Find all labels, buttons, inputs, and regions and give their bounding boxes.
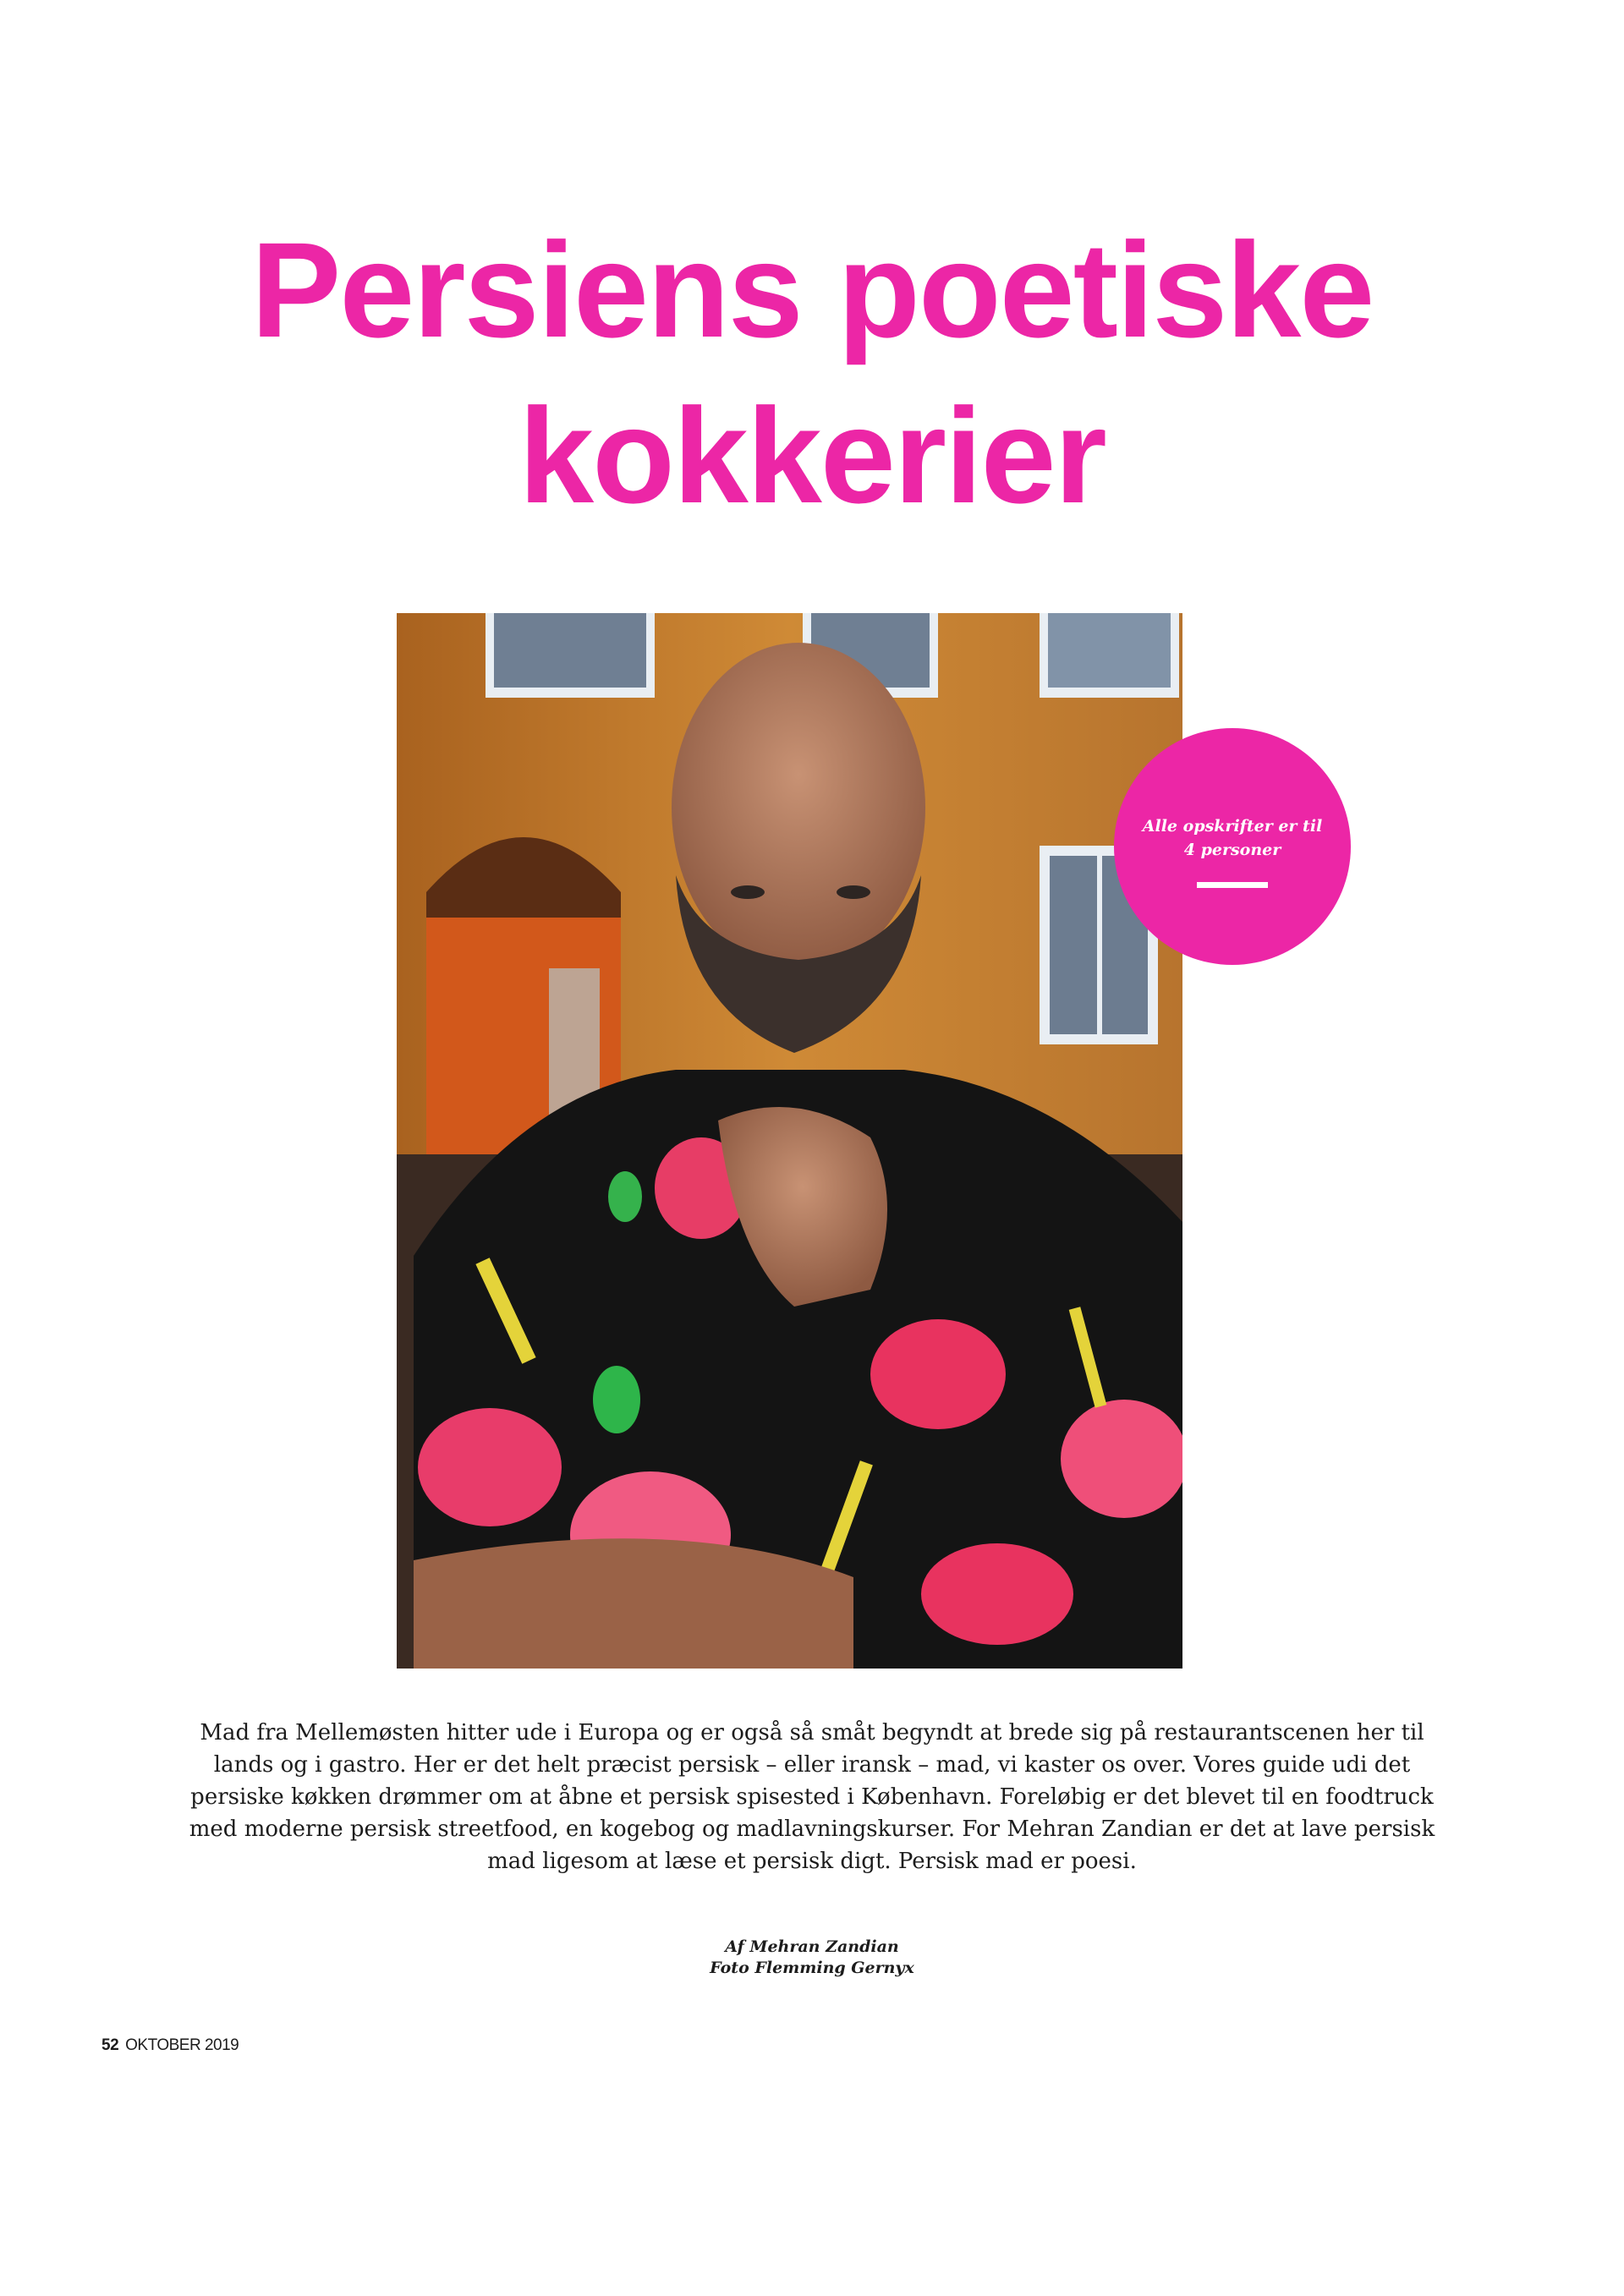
photo-credit: Foto Flemming Gernyx: [710, 1959, 914, 1977]
badge-divider: [1197, 882, 1268, 888]
article-title-line-1: Persiens poetiske: [250, 214, 1374, 365]
page-number: 52: [102, 2036, 119, 2054]
page-footer: [102, 2036, 239, 2055]
article-title: [0, 207, 1624, 539]
byline: Af Mehran Zandian: [725, 1937, 899, 1956]
article-lead: Mad fra Mellemøsten hitter ude i Europa og er også så småt begyndt at brede sig på restaurantscenen her til lands og i gastro. Her er det helt præcist persisk – eller iransk – mad, vi kaster os over. Vores guide udi det persiske køkken drømmer om at åbne et persisk spisested i København. Foreløbig er det blevet til en foodtruck med moderne persisk streetfood, en kogebog og madlavningskurser. For Mehran Zandian er det at lave persisk mad ligesom at læse et persisk digt. Persisk mad er poesi.: [189, 1720, 1435, 1874]
article-title-line-2: kokkerier: [518, 380, 1106, 531]
servings-badge-text: Alle opskrifter er til 4 personer: [1142, 817, 1323, 859]
portrait-photo: [397, 613, 1182, 1669]
servings-badge: [1114, 728, 1351, 965]
issue-label: OKTOBER 2019: [125, 2036, 239, 2054]
credits: [0, 1937, 1624, 1979]
portrait-illustration: [397, 613, 1182, 1669]
